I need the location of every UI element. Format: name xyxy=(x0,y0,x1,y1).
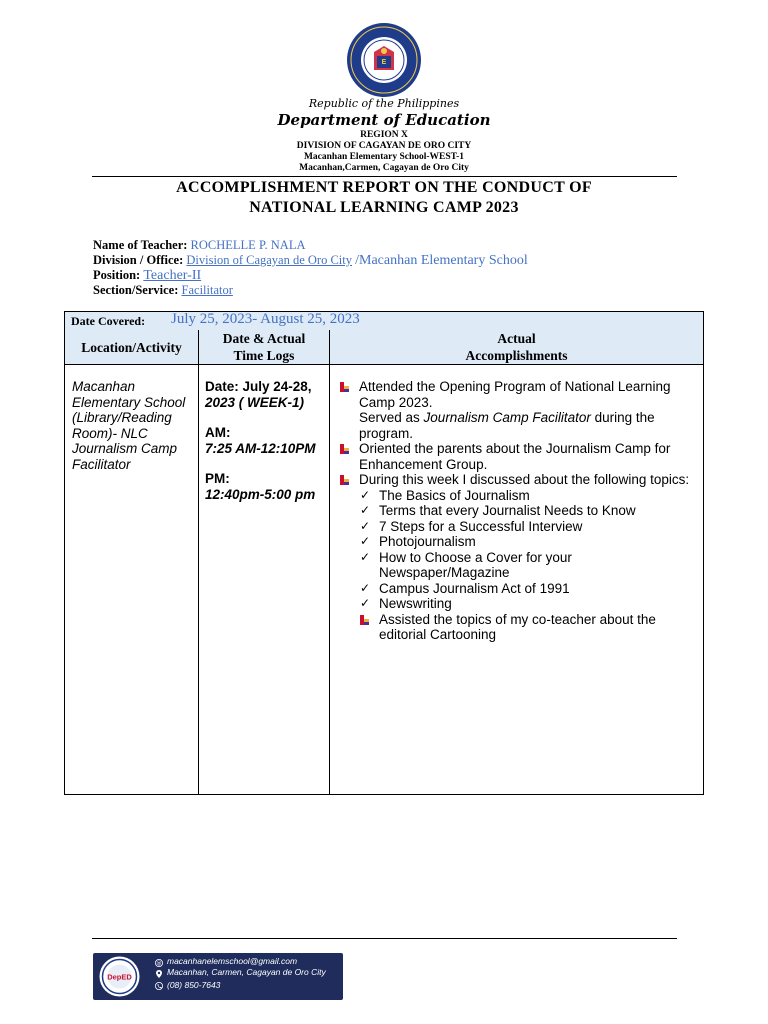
svg-text:@: @ xyxy=(156,960,162,967)
school-logo-icon xyxy=(99,956,140,997)
address-line: Macanhan,Carmen, Cagayan de Oro City xyxy=(299,163,469,173)
bullet-icon xyxy=(340,382,349,392)
footer-phone: (08) 850-7643 xyxy=(167,980,221,990)
report-title xyxy=(0,178,768,218)
division-row xyxy=(93,253,528,268)
position-label: Position: xyxy=(93,268,141,282)
section-label: Section/Service: xyxy=(93,283,179,297)
topics-list xyxy=(337,488,699,643)
am-label: AM: xyxy=(205,425,231,440)
deped-seal-logo xyxy=(346,22,422,98)
title-line-2: NATIONAL LEARNING CAMP 2023 xyxy=(249,199,519,216)
footer-email: macanhanelemschool@gmail.com xyxy=(167,956,298,966)
topic-item: ✓ The Basics of Journalism xyxy=(360,487,530,503)
teacher-value: ROCHELLE P. NALA xyxy=(190,238,306,252)
date-covered-value: July 25, 2023- August 25, 2023 xyxy=(171,311,360,327)
pm-value: 12:40pm-5:00 pm xyxy=(205,486,316,502)
checkmark-icon: ✓ xyxy=(360,596,371,610)
column-divider-1 xyxy=(198,330,199,794)
department-line: Department of Education xyxy=(277,111,491,129)
title-line-1: ACCOMPLISHMENT REPORT ON THE CONDUCT OF xyxy=(176,179,592,196)
col-header-location: Location/Activity xyxy=(81,340,182,355)
teacher-row xyxy=(93,238,305,253)
topic-item: ✓ Terms that every Journalist Needs to Know xyxy=(360,503,636,518)
col-header-date xyxy=(199,330,329,364)
footer-address: Macanhan, Carmen, Cagayan de Oro City xyxy=(167,967,326,977)
mail-icon xyxy=(155,959,163,967)
phone-icon xyxy=(155,982,163,990)
location-cell: Macanhan Elementary School (Library/Reading Room)- NLC Journalism Camp Facilitator xyxy=(72,379,186,472)
division-value-school: /Macanhan Elementary School xyxy=(355,253,528,268)
col-header-acc-line1: Actual xyxy=(497,331,536,346)
col-header-date-line1: Date & Actual xyxy=(222,331,306,346)
accomplishment-table xyxy=(64,311,704,795)
list-item: Served as Journalism Camp Facilitator during the program. xyxy=(359,410,655,441)
date-covered-label: Date Covered: xyxy=(71,314,146,328)
section-value: Facilitator xyxy=(181,283,233,297)
topic-item: ✓ Newswriting xyxy=(360,596,452,611)
col-header-accomplishments xyxy=(330,330,703,364)
topic-item: ✓ 7 Steps for a Successful Interview xyxy=(360,518,583,534)
logo-deped-text: DepED xyxy=(107,972,132,982)
list-item: Oriented the parents about the Journalism Camp for Enhancement Group. xyxy=(337,441,699,472)
pm-label: PM: xyxy=(205,471,230,486)
checkmark-icon: ✓ xyxy=(360,487,371,502)
week-line: 2023 ( WEEK-1) xyxy=(205,394,305,410)
footer-divider xyxy=(92,938,677,939)
bullet-icon xyxy=(340,444,349,454)
checkmark-icon: ✓ xyxy=(360,534,371,548)
am-value: 7:25 AM-12:10PM xyxy=(205,440,316,456)
checkmark-icon: ✓ xyxy=(360,549,371,564)
topic-item: ✓ Photojournalism xyxy=(360,534,476,549)
section-row xyxy=(93,283,233,298)
list-item: Attended the Opening Program of National Learning Camp 2023. xyxy=(337,379,699,410)
division-value: Division of Cagayan de Oro City xyxy=(186,253,352,267)
date-covered-row xyxy=(65,312,703,331)
position-row xyxy=(93,268,201,283)
region-line: REGION X xyxy=(360,130,408,140)
date-line: Date: July 24-28, xyxy=(205,379,312,394)
school-line: Macanhan Elementary School-WEST-1 xyxy=(303,152,465,162)
col-header-date-line2: Time Logs xyxy=(233,348,295,363)
location-pin-icon xyxy=(155,970,163,978)
topic-item: Assisted the topics of my co-teacher about the editorial Cartooning xyxy=(357,612,699,643)
checkmark-icon: ✓ xyxy=(360,503,371,517)
teacher-label: Name of Teacher: xyxy=(93,238,188,252)
position-value: Teacher-II xyxy=(143,268,202,283)
list-item: During this week I discussed about the following topics: xyxy=(337,472,699,488)
checkmark-icon: ✓ xyxy=(360,518,371,533)
bullet-icon xyxy=(340,475,349,485)
topic-item: ✓ How to Choose a Cover for your Newspaper/Magazine xyxy=(360,549,572,580)
division-line: DIVISION OF CAGAYAN DE ORO CITY xyxy=(296,141,472,151)
footer-contact-banner xyxy=(93,953,343,1000)
republic-line: Republic of the Philippines xyxy=(308,97,460,110)
time-log-cell xyxy=(205,379,333,502)
col-header-acc-line2: Accomplishments xyxy=(465,348,568,363)
svg-text:E: E xyxy=(381,59,387,66)
checkmark-icon: ✓ xyxy=(360,580,371,595)
header-divider xyxy=(92,176,677,177)
division-label: Division / Office: xyxy=(93,253,184,267)
topic-item: ✓ Campus Journalism Act of 1991 xyxy=(360,580,570,596)
bullet-icon xyxy=(360,615,369,625)
accomplishments-cell xyxy=(337,379,699,643)
